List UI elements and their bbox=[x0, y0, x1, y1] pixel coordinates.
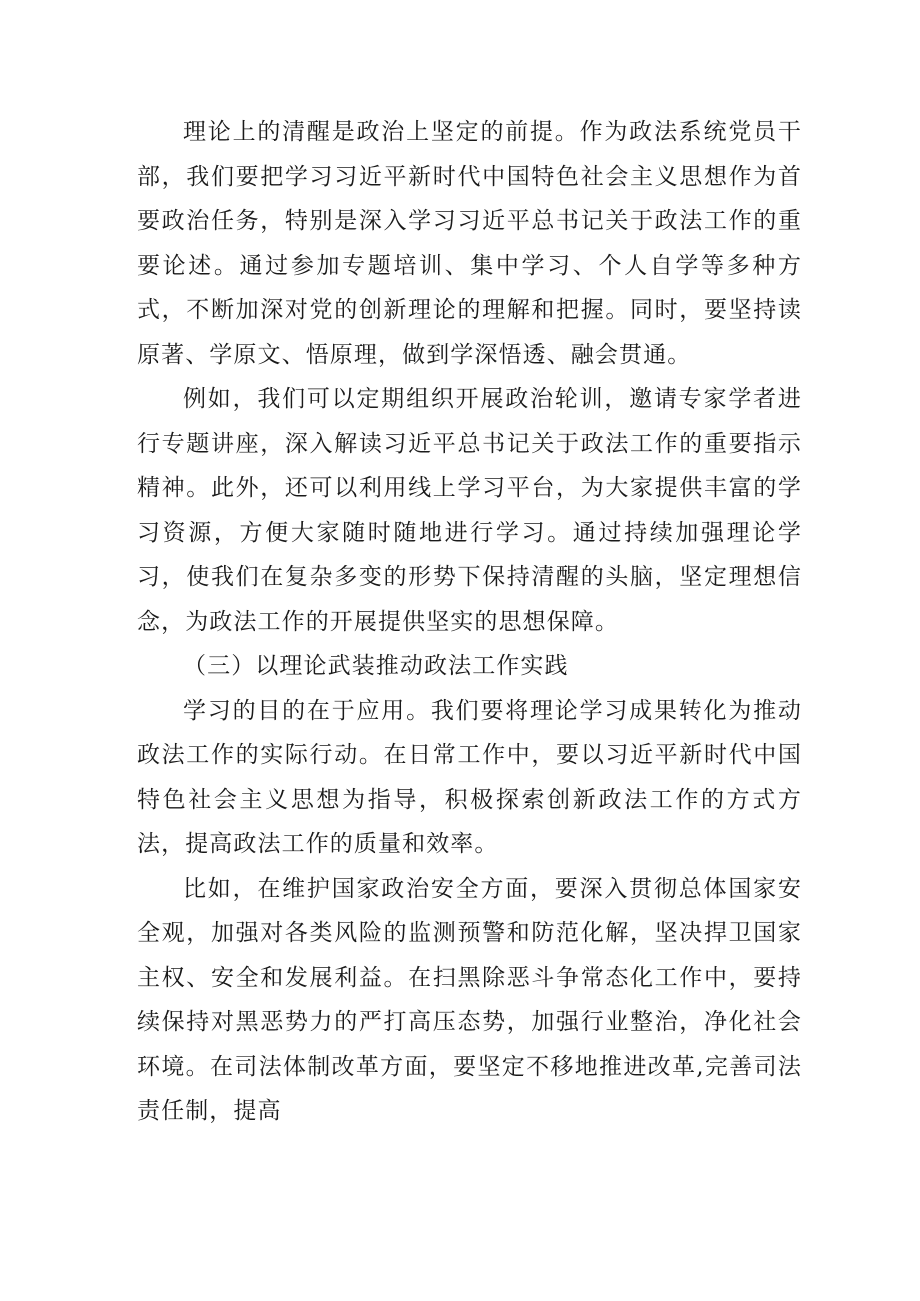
section-heading: （三）以理论武装推动政法工作实践 bbox=[183, 653, 569, 679]
paragraph-theory-clarity: 理论上的清醒是政治上坚定的前提。作为政法系统党员干部，我们要把学习习近平新时代中国特色社会主义思想作为首要政治任务，特别是深入学习习近平总书记关于政法工作的重要论述。通过参加专题培训、集中学习、个人自学等多种方式，不断加深对党的创新理论的理解和把握。同时，要坚持读原著、学原文、悟原理，做到学深悟透、融会贯通。 bbox=[137, 119, 802, 368]
paragraph-security-examples: 比如，在维护国家政治安全方面，要深入贯彻总体国家安全观，加强对各类风险的监测预警和防范化解，坚决捍卫国家主权、安全和发展利益。在扫黑除恶斗争常态化工作中，要持续保持对黑恶势力的严打高压态势，加强行业整治，净化社会环境。在司法体制改革方面，要坚定不移地推进改革,完善司法责任制，提高 bbox=[137, 875, 802, 1124]
document-body bbox=[137, 110, 802, 1134]
paragraph-application: 学习的目的在于应用。我们要将理论学习成果转化为推动政法工作的实际行动。在日常工作中，要以习近平新时代中国特色社会主义思想为指导，积极探索创新政法工作的方式方法，提高政法工作的质量和效率。 bbox=[137, 697, 802, 857]
paragraph-example-training: 例如，我们可以定期组织开展政治轮训，邀请专家学者进行专题讲座，深入解读习近平总书记关于政法工作的重要指示精神。此外，还可以利用线上学习平台，为大家提供丰富的学习资源，方便大家随时随地进行学习。通过持续加强理论学习，使我们在复杂多变的形势下保持清醒的头脑，坚定理想信念，为政法工作的开展提供坚实的思想保障。 bbox=[137, 386, 802, 635]
